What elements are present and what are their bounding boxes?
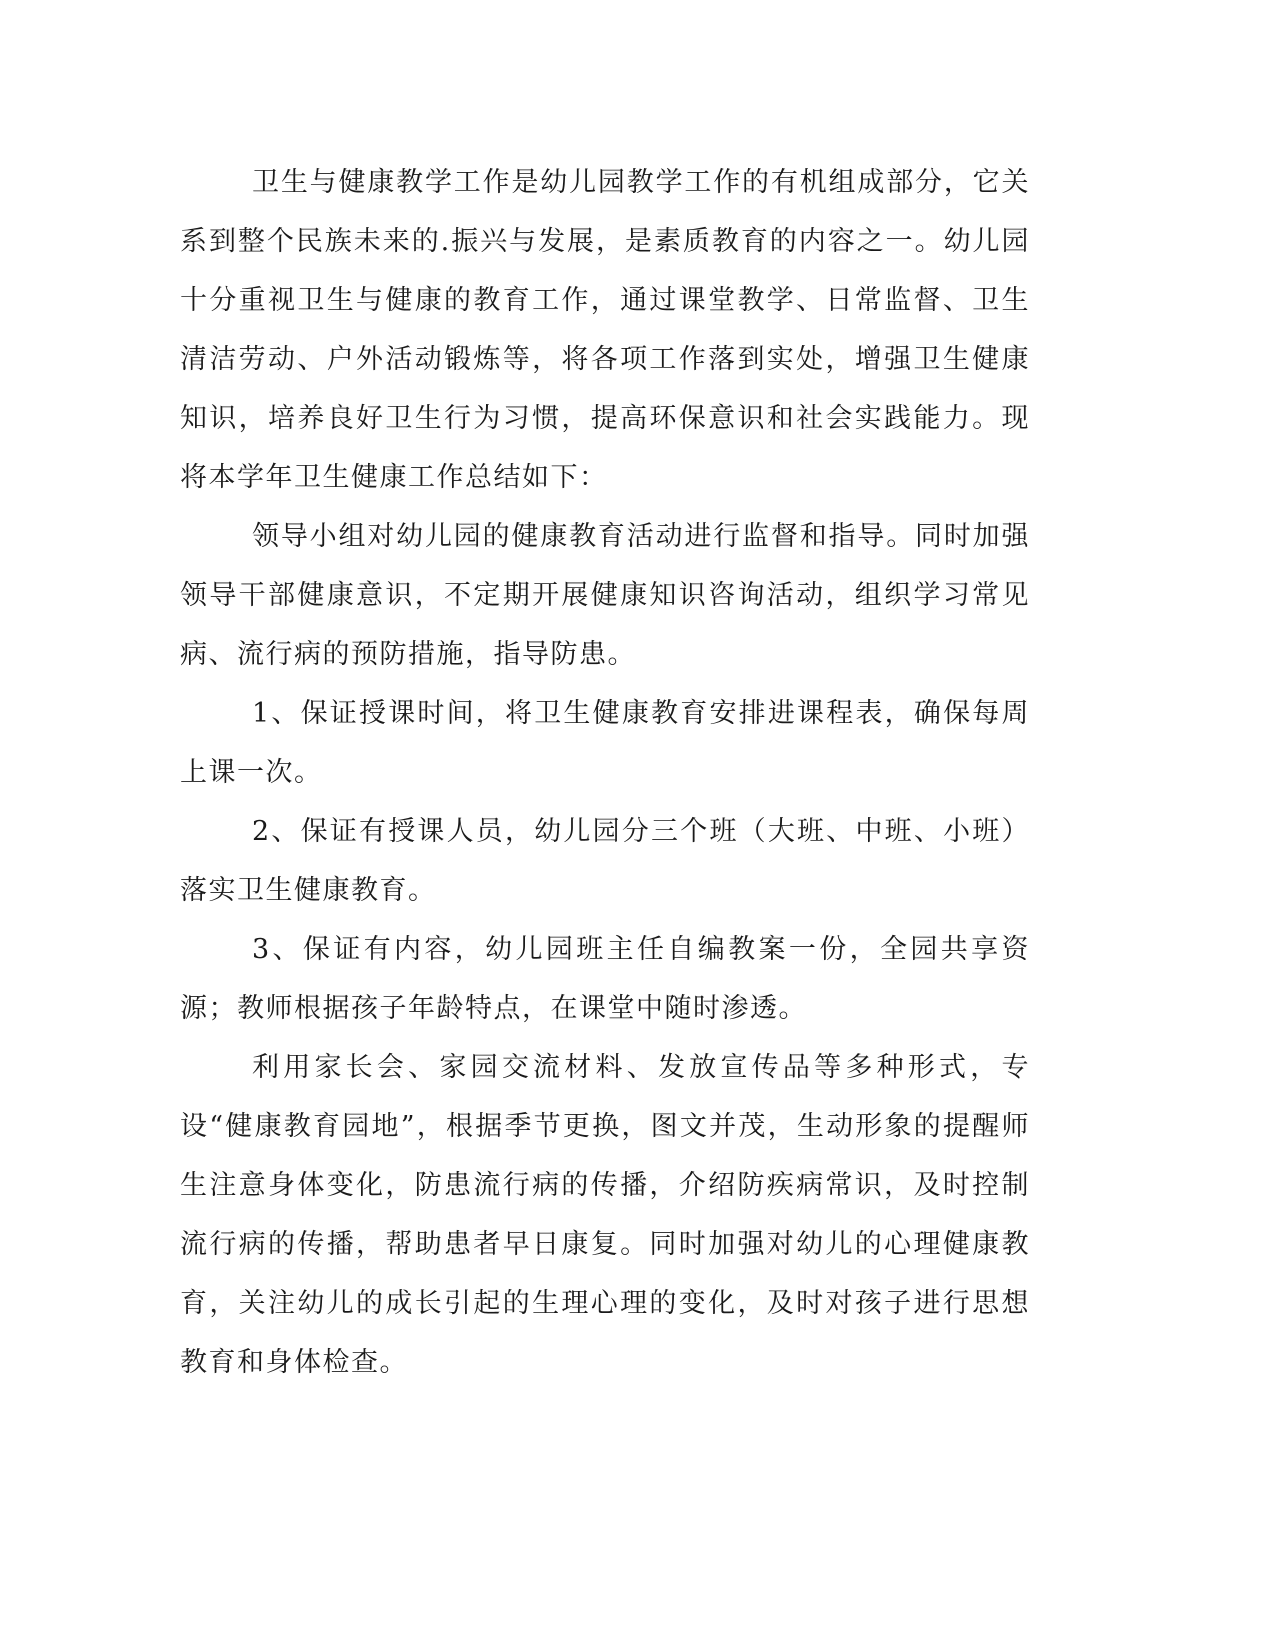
paragraph-intro: 卫生与健康教学工作是幼儿园教学工作的有机组成部分，它关系到整个民族未来的.振兴与发展，是素质教育的内容之一。幼儿园十分重视卫生与健康的教育工作，通过课堂教学、日常监督、卫生清洁劳动、户外活动锻炼等，将各项工作落到实处，增强卫生健康知识，培养良好卫生行为习惯，提高环保意识和社会实践能力。现将本学年卫生健康工作总结如下： bbox=[180, 167, 1030, 493]
paragraph-leadership: 领导小组对幼儿园的健康教育活动进行监督和指导。同时加强领导干部健康意识，不定期开展健康知识咨询活动，组织学习常见病、流行病的预防措施，指导防患。 bbox=[180, 521, 1030, 670]
paragraph-item-1: 1、保证授课时间，将卫生健康教育安排进课程表，确保每周上课一次。 bbox=[180, 698, 1030, 788]
paragraph-item-3: 3、保证有内容，幼儿园班主任自编教案一份，全园共享资源；教师根据孩子年龄特点，在课堂中随时渗透。 bbox=[180, 934, 1030, 1024]
paragraph-item-2: 2、保证有授课人员，幼儿园分三个班（大班、中班、小班）落实卫生健康教育。 bbox=[180, 816, 1030, 906]
paragraph-publicity: 利用家长会、家园交流材料、发放宣传品等多种形式，专设“健康教育园地”，根据季节更换，图文并茂，生动形象的提醒师生注意身体变化，防患流行病的传播，介绍防疾病常识，及时控制流行病的传播，帮助患者早日康复。同时加强对幼儿的心理健康教育，关注幼儿的成长引起的生理心理的变化，及时对孩子进行思想教育和身体检查。 bbox=[180, 1052, 1030, 1378]
document-body bbox=[180, 153, 1030, 1392]
